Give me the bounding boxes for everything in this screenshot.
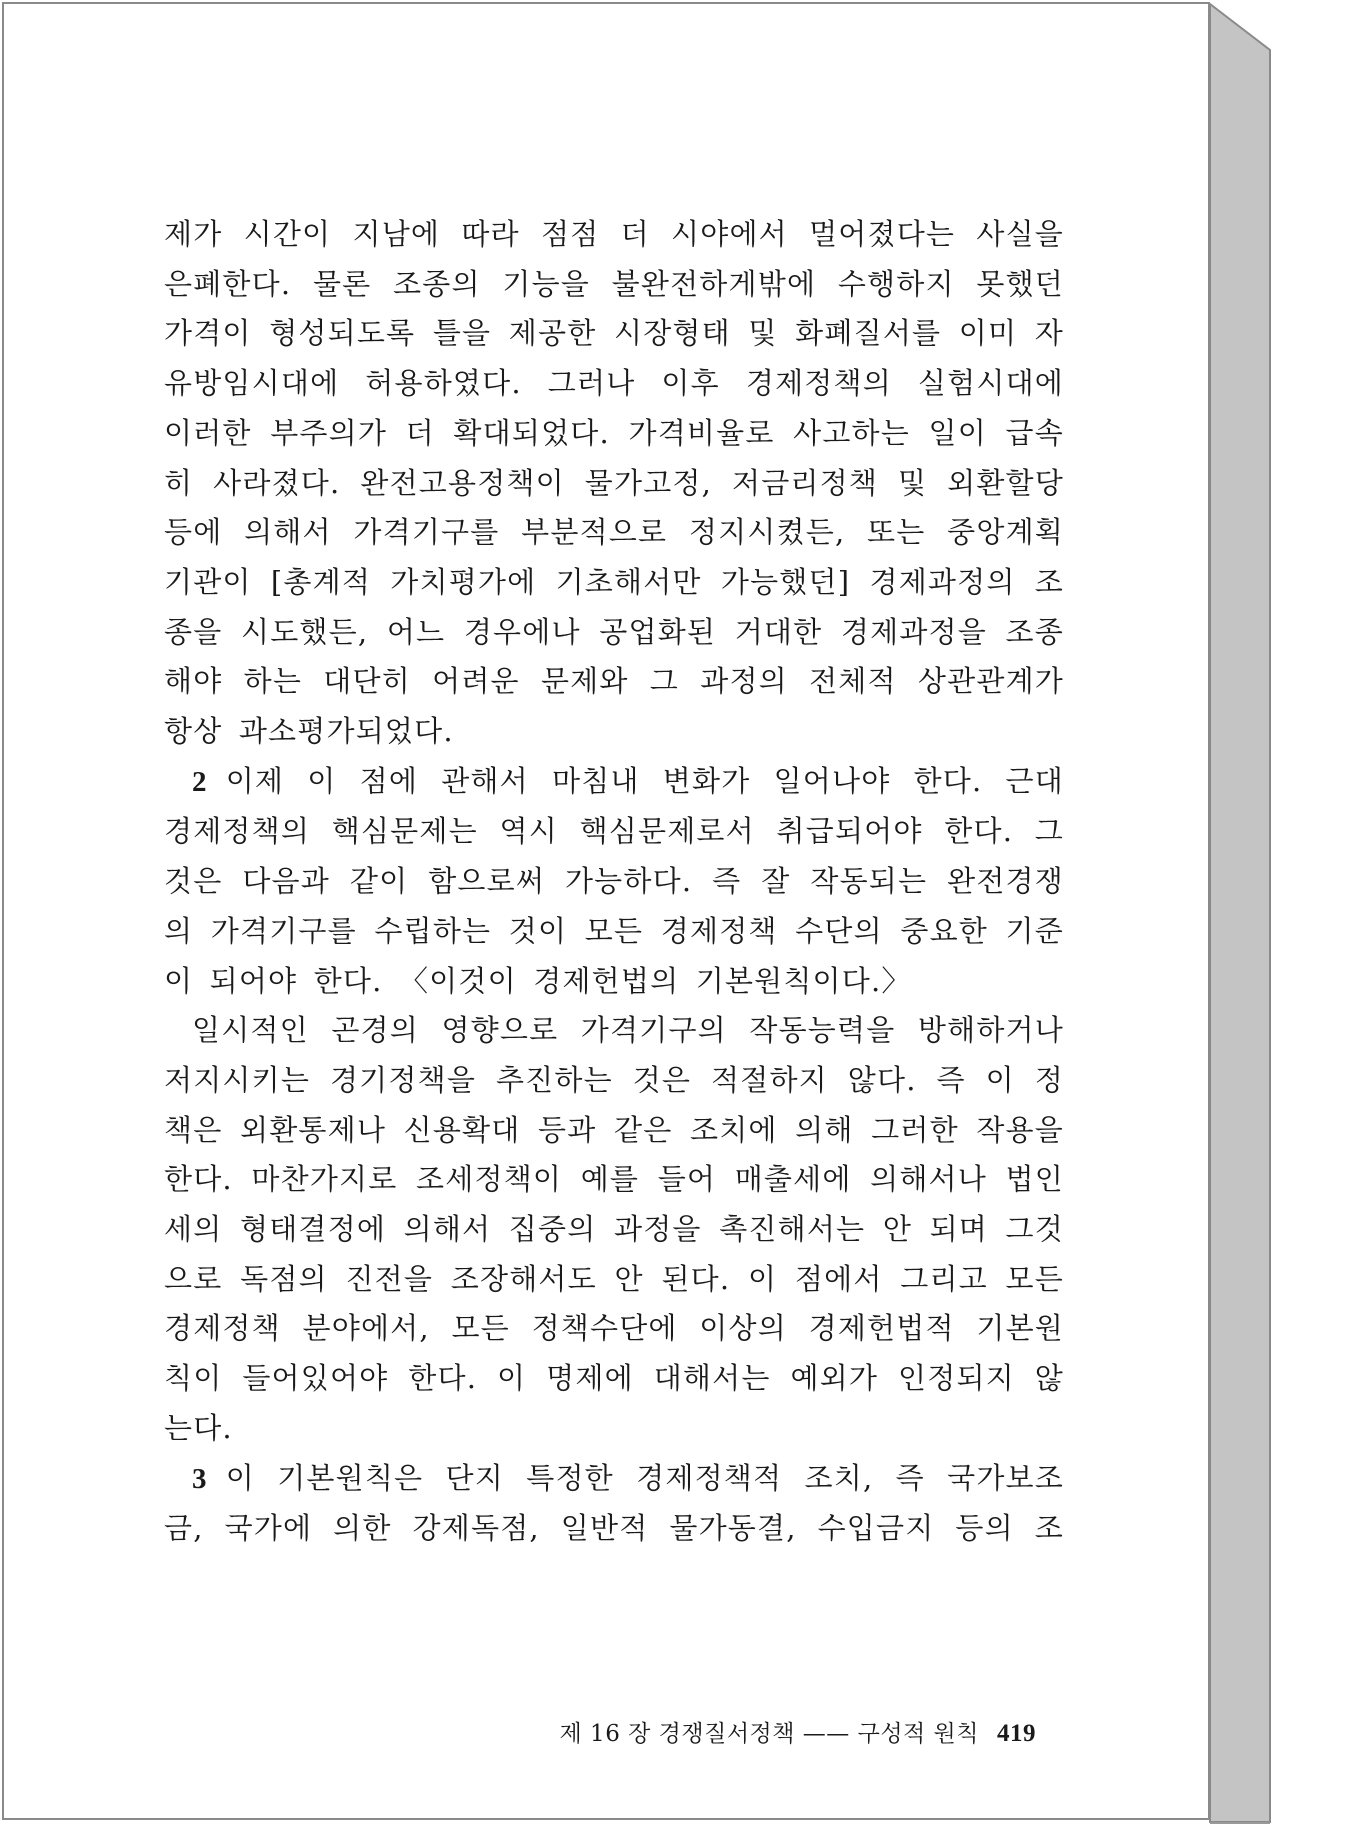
text-line: 제가 시간이 지남에 따라 점점 더 시야에서 멀어졌다는 사실을: [164, 217, 1064, 251]
text-line: 기관이 [총계적 가치평가에 기초해서만 가능했던] 경제과정의 조: [164, 564, 1064, 599]
text-line: 것은 다음과 같이 함으로써 가능하다. 즉 잘 작동되는 완전경쟁: [164, 864, 1064, 899]
section-2-first-line: [164, 757, 1064, 808]
text-line: 이 되어야 한다. 〈이것이 경제헌법의 기본원칙이다.〉: [164, 963, 912, 998]
text-line: 해야 하는 대단히 어려운 문제와 그 과정의 전체적 상관관계가: [164, 664, 1064, 699]
text-line: 가격이 형성되도록 틀을 제공한 시장형태 및 화폐질서를 이미 자: [164, 316, 1064, 351]
text-line: 이제 이 점에 관해서 마침내 변화가 일어나야 한다. 근대: [225, 763, 1064, 798]
text-line: 등에 의해서 가격기구를 부분적으로 정지시켰든, 또는 중앙계획: [164, 515, 1064, 550]
text-line: 는다.: [164, 1410, 233, 1445]
text-line: 은폐한다. 물론 조종의 기능을 불완전하게밖에 수행하지 못했던: [164, 266, 1064, 301]
page-footer: [560, 1715, 1036, 1748]
body-text: [164, 210, 1064, 1554]
section-3-first-line: [164, 1454, 1064, 1505]
text-line: 칙이 들어있어야 한다. 이 명제에 대해서는 예외가 인정되지 않: [164, 1361, 1064, 1396]
text-line: 책은 외환통제나 신용확대 등과 같은 조치에 의해 그러한 작용을: [164, 1112, 1064, 1147]
text-line: 이 기본원칙은 단지 특정한 경제정책적 조치, 즉 국가보조: [225, 1460, 1064, 1495]
text-line: 히 사라졌다. 완전고용정책이 물가고정, 저금리정책 및 외환할당: [164, 465, 1064, 500]
text-line: 금, 국가에 의한 강제독점, 일반적 물가동결, 수입금지 등의 조: [164, 1511, 1064, 1546]
text-line: 경제정책 분야에서, 모든 정책수단에 이상의 경제헌법적 기본원: [164, 1311, 1064, 1346]
text-line: 경제정책의 핵심문제는 역시 핵심문제로서 취급되어야 한다. 그: [164, 814, 1064, 849]
section-number: 2: [192, 765, 208, 798]
section-number: 3: [192, 1462, 208, 1495]
running-head: 제 16 장 경쟁질서정책 —— 구성적 원칙: [559, 1721, 979, 1747]
text-line: 한다. 마찬가지로 조세정책이 예를 들어 매출세에 의해서나 법인: [164, 1162, 1064, 1197]
text-line: 이러한 부주의가 더 확대되었다. 가격비율로 사고하는 일이 급속: [164, 415, 1064, 450]
text-line: 종을 시도했든, 어느 경우에나 공업화된 거대한 경제과정을 조종: [164, 614, 1064, 649]
page-number: 419: [997, 1720, 1036, 1747]
text-line: 일시적인 곤경의 영향으로 가격기구의 작동능력을 방해하거나: [192, 1013, 1064, 1048]
text-line: 세의 형태결정에 의해서 집중의 과정을 촉진해서는 안 되며 그것: [164, 1212, 1064, 1247]
text-line: 으로 독점의 진전을 조장해서도 안 된다. 이 점에서 그리고 모든: [164, 1261, 1064, 1296]
text-line: 유방임시대에 허용하였다. 그러나 이후 경제정책의 실험시대에: [164, 366, 1064, 401]
text-line: 의 가격기구를 수립하는 것이 모든 경제정책 수단의 중요한 기준: [164, 913, 1064, 948]
text-line: 저지시키는 경기정책을 추진하는 것은 적절하지 않다. 즉 이 정: [164, 1062, 1064, 1097]
text-line: 항상 과소평가되었다.: [164, 714, 454, 749]
